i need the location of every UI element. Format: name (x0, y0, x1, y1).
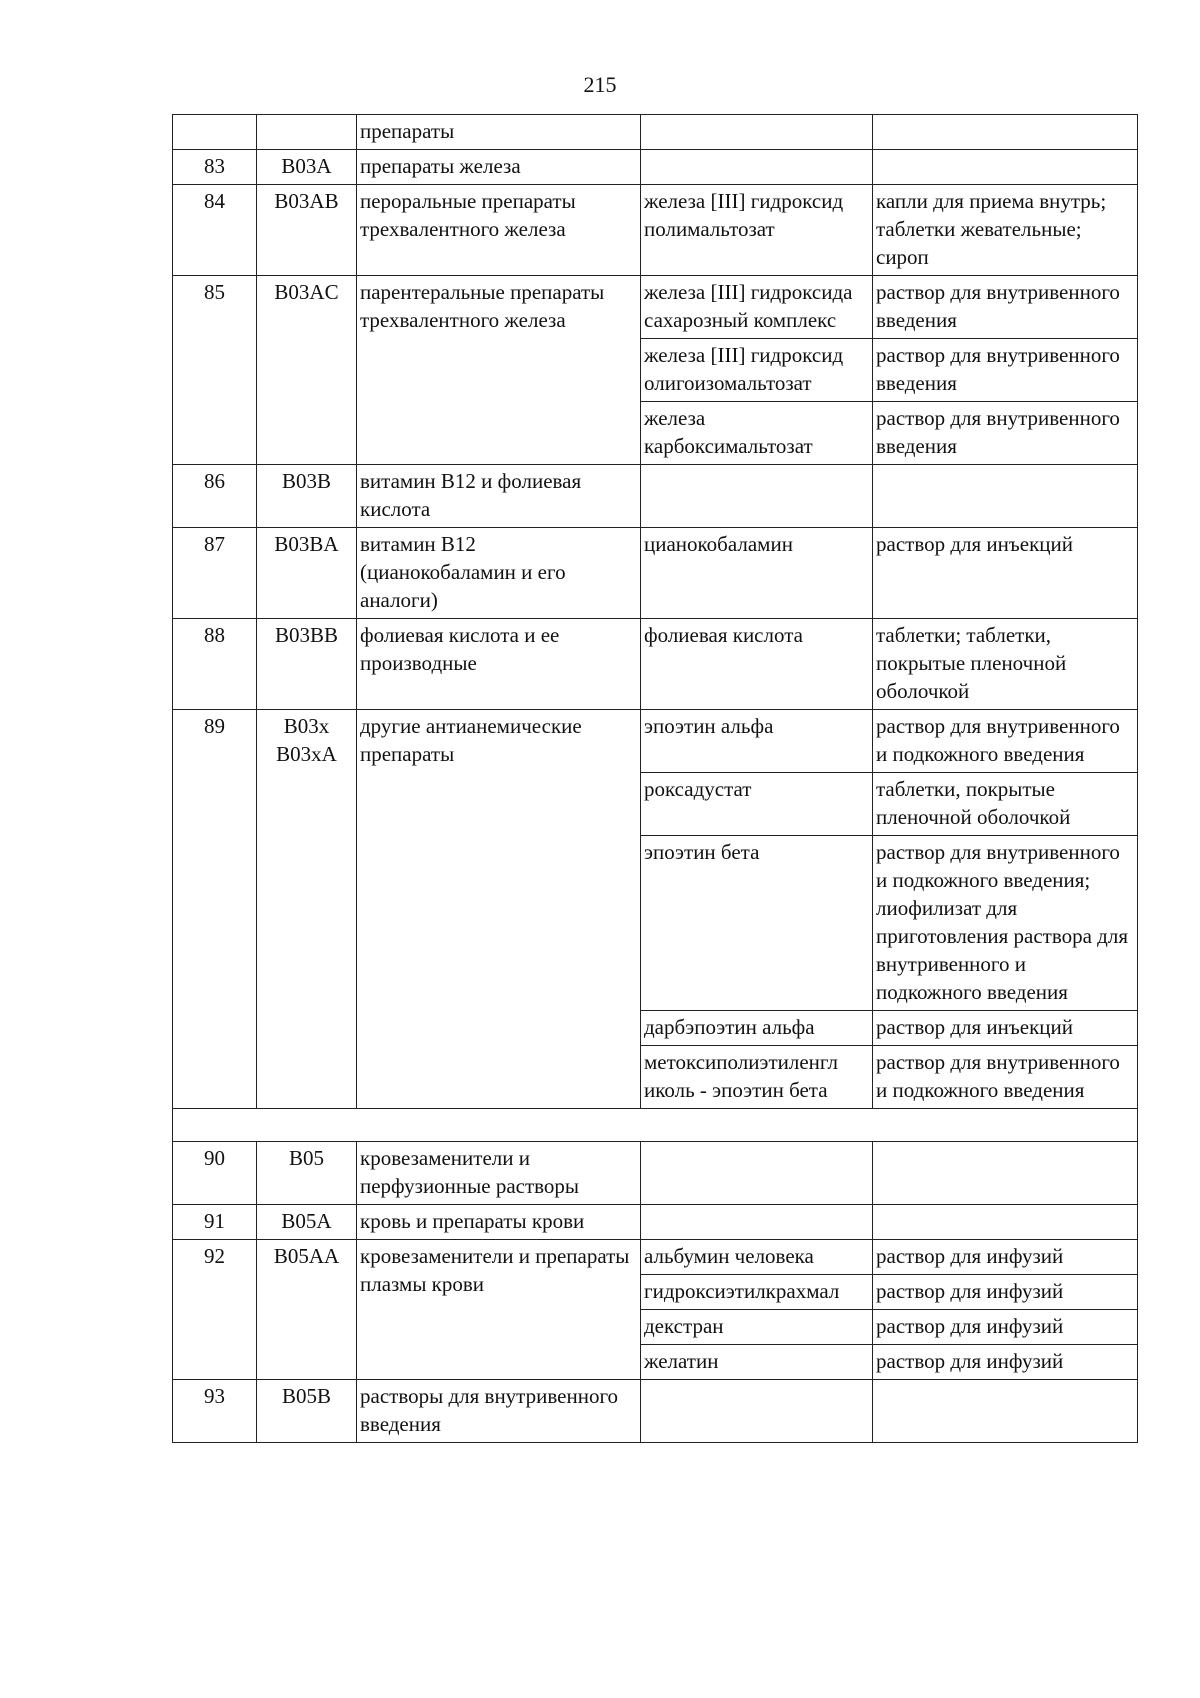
atc-code: B03BB (257, 619, 357, 710)
drug-name: дарбэпоэтин альфа (641, 1011, 873, 1046)
dosage-form: капли для приема внутрь; таблетки жевательные; сироп (873, 185, 1138, 276)
group-name: парентеральные препараты трехвалентного железа (357, 276, 641, 465)
drug-name: железа [III] гидроксид полимальтозат (641, 185, 873, 276)
dosage-form (873, 1142, 1138, 1205)
drug-name: эпоэтин альфа (641, 710, 873, 773)
table-row (173, 619, 1138, 710)
row-number: 86 (173, 465, 257, 528)
row-number (173, 115, 257, 150)
row-number: 88 (173, 619, 257, 710)
table-row (173, 1380, 1138, 1443)
group-name: кровь и препараты крови (357, 1205, 641, 1240)
dosage-form (873, 1380, 1138, 1443)
atc-code: B05A (257, 1205, 357, 1240)
table-row (173, 1142, 1138, 1205)
page-break-gap-cell (173, 1109, 1138, 1142)
table-row (173, 150, 1138, 185)
table-row (173, 185, 1138, 276)
row-number: 87 (173, 528, 257, 619)
drug-name: роксадустат (641, 773, 873, 836)
group-name: препараты (357, 115, 641, 150)
atc-code-group: B03x (283, 714, 330, 738)
page-break-gap (173, 1109, 1138, 1142)
group-name: растворы для внутривенного введения (357, 1380, 641, 1443)
drug-name: декстран (641, 1310, 873, 1345)
row-number: 83 (173, 150, 257, 185)
drug-name (641, 115, 873, 150)
table-row (173, 1205, 1138, 1240)
group-name: кровезаменители и препараты плазмы крови (357, 1240, 641, 1380)
atc-code (257, 710, 357, 1109)
drug-name: альбумин человека (641, 1240, 873, 1275)
dosage-form: раствор для внутривенного и подкожного введения (873, 710, 1138, 773)
group-name: витамин B12 (цианокобаламин и его аналоги) (357, 528, 641, 619)
dosage-form: раствор для инфузий (873, 1345, 1138, 1380)
group-name: препараты железа (357, 150, 641, 185)
dosage-form: раствор для инфузий (873, 1310, 1138, 1345)
dosage-form: таблетки; таблетки, покрытые пленочной оболочкой (873, 619, 1138, 710)
dosage-form: раствор для инъекций (873, 528, 1138, 619)
row-number: 85 (173, 276, 257, 465)
dosage-form (873, 115, 1138, 150)
drug-name (641, 1205, 873, 1240)
dosage-form: раствор для внутривенного введения (873, 339, 1138, 402)
dosage-form: раствор для инфузий (873, 1275, 1138, 1310)
atc-code: B05B (257, 1380, 357, 1443)
drug-name: фолиевая кислота (641, 619, 873, 710)
atc-code: B05AA (257, 1240, 357, 1380)
table-row (173, 1240, 1138, 1275)
dosage-form (873, 150, 1138, 185)
dosage-form: раствор для внутривенного введения (873, 402, 1138, 465)
dosage-form: раствор для внутривенного введения (873, 276, 1138, 339)
drug-name: железа [III] гидроксид олигоизомальтозат (641, 339, 873, 402)
group-name: пероральные препараты трехвалентного железа (357, 185, 641, 276)
group-name: кровезаменители и перфузионные растворы (357, 1142, 641, 1205)
page-number: 215 (583, 72, 617, 97)
row-number: 90 (173, 1142, 257, 1205)
dosage-form: раствор для инфузий (873, 1240, 1138, 1275)
dosage-form (873, 1205, 1138, 1240)
row-number: 91 (173, 1205, 257, 1240)
atc-code: B03AB (257, 185, 357, 276)
row-number: 84 (173, 185, 257, 276)
table-row (173, 465, 1138, 528)
drug-name (641, 465, 873, 528)
drug-name (641, 150, 873, 185)
atc-code: B05 (257, 1142, 357, 1205)
atc-code: B03B (257, 465, 357, 528)
row-number: 93 (173, 1380, 257, 1443)
group-name: фолиевая кислота и ее производные (357, 619, 641, 710)
group-name: витамин B12 и фолиевая кислота (357, 465, 641, 528)
drug-name: желатин (641, 1345, 873, 1380)
atc-code: B03AC (257, 276, 357, 465)
dosage-form: раствор для инъекций (873, 1011, 1138, 1046)
drug-name: эпоэтин бета (641, 836, 873, 1011)
atc-code (257, 115, 357, 150)
row-number: 92 (173, 1240, 257, 1380)
drug-name: железа карбоксимальтозат (641, 402, 873, 465)
drug-name (641, 1142, 873, 1205)
drug-name: гидроксиэтилкрахмал (641, 1275, 873, 1310)
row-number: 89 (173, 710, 257, 1109)
dosage-form (873, 465, 1138, 528)
table-row (173, 115, 1138, 150)
drug-name: цианокобаламин (641, 528, 873, 619)
drug-name (641, 1380, 873, 1443)
atc-code: B03A (257, 150, 357, 185)
atc-code-subgroup: B03xA (276, 742, 337, 766)
medicines-table (172, 114, 1138, 1443)
drug-name: железа [III] гидроксида сахарозный комплекс (641, 276, 873, 339)
group-name: другие антианемические препараты (357, 710, 641, 1109)
dosage-form: раствор для внутривенного и подкожного введения (873, 1046, 1138, 1109)
table-row (173, 276, 1138, 339)
table-row (173, 710, 1138, 773)
dosage-form: таблетки, покрытые пленочной оболочкой (873, 773, 1138, 836)
drug-name: метоксиполиэтиленгл иколь - эпоэтин бета (641, 1046, 873, 1109)
table-row (173, 528, 1138, 619)
atc-code: B03BA (257, 528, 357, 619)
dosage-form: раствор для внутривенного и подкожного введения; лиофилизат для приготовления раствора для внутривенного и подкожного введения (873, 836, 1138, 1011)
